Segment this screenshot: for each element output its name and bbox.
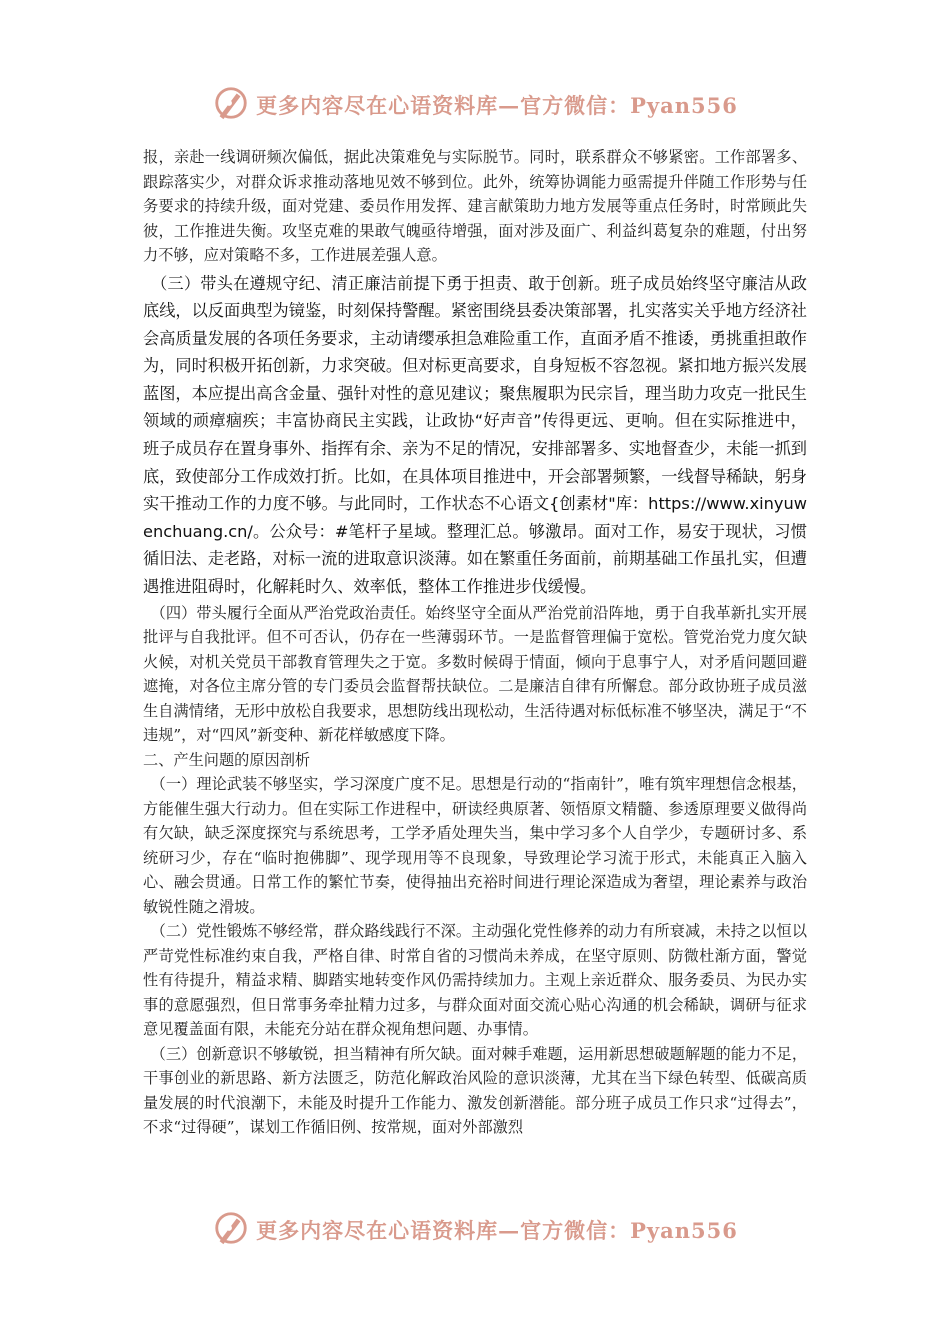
paragraph-continuation: 报，亲赴一线调研频次偏低，据此决策难免与实际脱节。同时，联系群众不够紧密。工作部署多、跟踪落实少，对群众诉求推动落地见效不够到位。此外，统筹协调能力亟需提升伴随工作形势与任务要求的持续升级，面对党建、委员作用发挥、建言献策助力地方发展等重点任务时，时常顾此失彼，工作推进失衡。攻坚克难的果敢气魄亟待增强，面对涉及面广、利益纠葛复杂的难题，付出努力不够，应对策略不多，工作进展差强人意。 [143,148,807,264]
pen-logo-icon [212,84,250,127]
paragraph-cause-three-innovation: （三）创新意识不够敏锐，担当精神有所欠缺。面对棘手难题，运用新思想破题解题的能力不足，干事创业的新思路、新方法匮乏，防范化解政治风险的意识淡薄，尤其在当下绿色转型、低碳高质量发展的时代浪潮下，未能及时提升工作能力、激发创新潜能。部分班子成员工作只求“过得去”，不求“过得硬”，谋划工作循旧例、按常规，面对外部激烈 [143,1044,807,1137]
footer-watermark-banner [0,1205,950,1255]
heading-cause-analysis: 二、产生问题的原因剖析 [143,750,311,769]
paragraph-cause-two-party-spirit: （二）党性锻炼不够经常，群众路线践行不深。主动强化党性修养的动力有所衰减，未持之以恒以严苛党性标准约束自我，严格自律、时常自省的习惯尚未养成，在坚守原则、防微杜渐方面，警觉性有待提升，精益求精、脚踏实地转变作风仍需持续加力。主观上亲近群众、服务委员、为民办实事的意愿强烈，但日常事务牵扯精力过多，与群众面对面交流心贴心沟通的机会稀缺，调研与征求意见覆盖面有限，未能充分站在群众视角想问题、办事情。 [143,922,807,1039]
banner-text: 更多内容尽在心语资料库—官方微信：Pyan556 [256,93,738,118]
document-body [143,145,807,1140]
paragraph-section-three-responsibility: （三）带头在遵规守纪、清正廉洁前提下勇于担责、敢于创新。班子成员始终坚守廉洁从政底线，以反面典型为镜鉴，时刻保持警醒。紧密围绕县委决策部署，扎实落实关乎地方经济社会高质量发展的各项任务要求，主动请缨承担急难险重工作，直面矛盾不推诿，勇挑重担敢作为，同时积极开拓创新，力求突破。但对标更高要求，自身短板不容忽视。紧扣地方振兴发展蓝图，本应提出高含金量、强针对性的意见建议；聚焦履职为民宗旨，理当助力攻克一批民生领域的顽瘴痼疾；丰富协商民主实践，让政协“好声音”传得更远、更响。但在实际推进中，班子成员存在置身事外、指挥有余、亲为不足的情况，安排部署多、实地督查少，未能一抓到底，致使部分工作成效打折。比如，在具体项目推进中，开会部署频繁，一线督导稀缺，躬身实干推动工作的力度不够。与此同时，工作状态不心语文{创素材"库：https://www.xinyuwenchuang.cn/。公众号：#笔杆子星域。整理汇总。够激昂。面对工作，易安于现状，习惯循旧法、走老路，对标一流的进取意识淡薄。如在繁重任务面前，前期基础工作虽扎实，但遭遇推进阻碍时，化解耗时久、效率低，整体工作推进步伐缓慢。 [143,273,807,597]
pen-logo-icon [212,1209,250,1252]
banner-text: 更多内容尽在心语资料库—官方微信：Pyan556 [256,1218,738,1243]
paragraph-section-four-party-governance: （四）带头履行全面从严治党政治责任。始终坚守全面从严治党前沿阵地，勇于自我革新扎实开展批评与自我批评。但不可否认，仍存在一些薄弱环节。一是监督管理偏于宽松。管党治党力度欠缺火候，对机关党员干部教育管理失之于宽。多数时候碍于情面，倾向于息事宁人，对矛盾问题回避遮掩，对各位主席分管的专门委员会监督帮扶缺位。二是廉洁自律有所懈怠。部分政协班子成员滋生自满情绪，无形中放松自我要求，思想防线出现松动，生活待遇对标低标准不够坚决，满足于“不违规”，对“四风”新变种、新花样敏感度下降。 [143,603,807,745]
header-watermark-banner [0,80,950,130]
paragraph-cause-one-theory: （一）理论武装不够坚实，学习深度广度不足。思想是行动的“指南针”，唯有筑牢理想信念根基，方能催生强大行动力。但在实际工作进程中，研读经典原著、领悟原文精髓、参透原理要义做得尚有欠缺，缺乏深度探究与系统思考，工学矛盾处理失当，集中学习多个人自学少，专题研讨多、系统研习少，存在“临时抱佛脚”、现学现用等不良现象，导致理论学习流于形式，未能真正入脑入心、融会贯通。日常工作的繁忙节奏，使得抽出充裕时间进行理论深造成为奢望，理论素养与政治敏锐性随之滑坡。 [143,775,807,916]
